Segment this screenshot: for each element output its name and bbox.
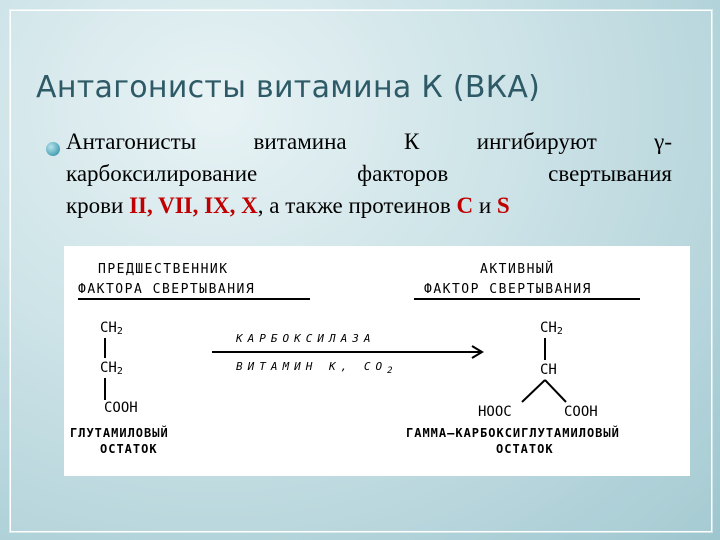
right-cooh: COOH: [564, 404, 598, 420]
right-header-underline: [414, 298, 640, 300]
enzyme-label: КАРБОКСИЛАЗА: [236, 332, 376, 345]
protein-c: С: [456, 193, 474, 218]
bullet-icon: [46, 142, 60, 156]
cofactor-label: ВИТАМИН К, $СО_2$: [236, 360, 398, 377]
carboxylation-diagram: [64, 246, 690, 476]
right-hooc: HOOC: [478, 404, 512, 420]
left-cooh: COOH: [104, 400, 138, 416]
left-ch2-bottom: $CH_2$: [100, 360, 123, 377]
right-residue-2: ОСТАТОК: [496, 442, 554, 456]
right-header-2: ФАКТОР СВЕРТЫВАНИЯ: [424, 282, 592, 297]
bullet-line-3-start: крови: [66, 193, 130, 218]
left-bond-1: [104, 338, 106, 358]
left-residue-1: ГЛУТАМИЛОВЫЙ: [70, 426, 169, 440]
right-bond-1: [544, 338, 546, 360]
right-ch: CH: [540, 362, 557, 378]
branch-bonds-icon: [508, 378, 588, 404]
left-header-underline: [78, 298, 310, 300]
bullet-line-3: [66, 190, 672, 222]
left-header-2: ФАКТОРА СВЕРТЫВАНИЯ: [78, 282, 256, 297]
right-residue-1: ГАММА—КАРБОКСИГЛУТАМИЛОВЫЙ: [406, 426, 620, 440]
left-residue-2: ОСТАТОК: [100, 442, 158, 456]
reaction-arrow-icon: [210, 344, 490, 360]
right-header-1: АКТИВНЫЙ: [480, 262, 555, 277]
left-bond-2: [104, 378, 106, 400]
slide-title: Антагонисты витамина К (ВКА): [36, 70, 541, 105]
bullet-line-2: карбоксилирование факторов свертывания: [66, 161, 672, 186]
bullet-line-1: Антагонисты витамина К ингибируют γ-: [66, 129, 672, 154]
bullet-line-3-middle: , а также протеинов: [257, 193, 457, 218]
right-ch2: $CH_2$: [540, 320, 563, 337]
left-ch2-top: $CH_2$: [100, 320, 123, 337]
factor-list: II, VII, IX, X: [129, 193, 258, 218]
and-word: и: [473, 193, 497, 218]
bullet-text: [66, 126, 672, 222]
left-header-1: ПРЕДШЕСТВЕННИК: [98, 262, 229, 277]
protein-s: S: [496, 193, 510, 218]
